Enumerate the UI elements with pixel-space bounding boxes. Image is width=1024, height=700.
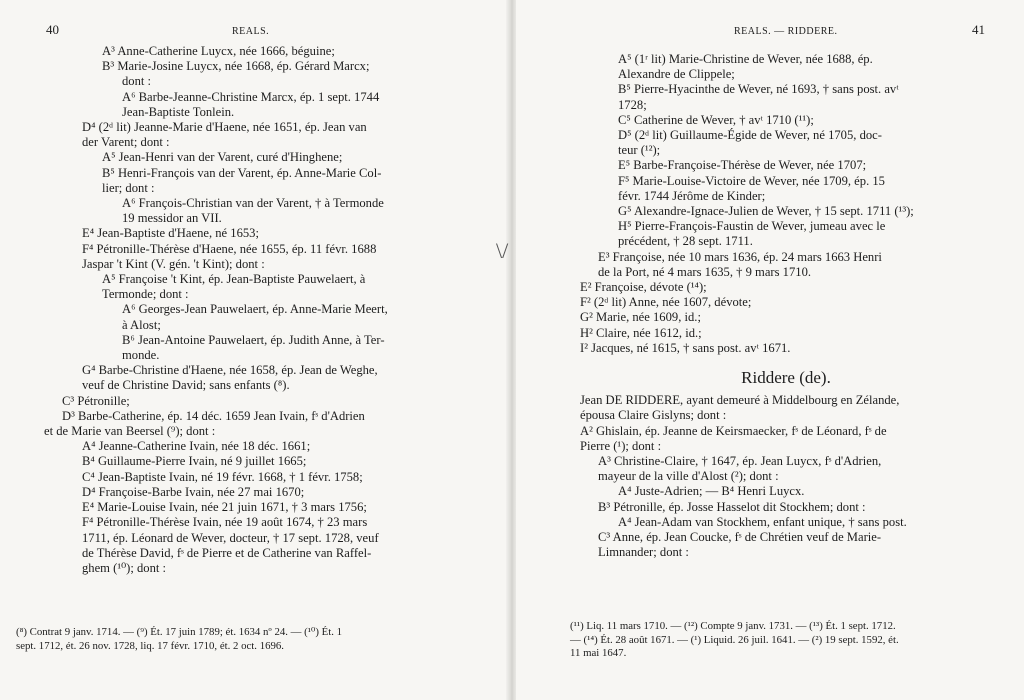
- text-line: monde.: [122, 348, 160, 363]
- text-line: B⁵ Henri-François van der Varent, ép. Anne-Marie Col-: [102, 165, 382, 180]
- footnotes: [570, 620, 1010, 661]
- text-line: B³ Marie-Josine Luycx, née 1668, ép. Gérard Marcx;: [102, 59, 370, 74]
- text-line: 19 messidor an VII.: [122, 211, 222, 226]
- text-line: A³ Anne-Catherine Luycx, née 1666, béguine;: [102, 44, 335, 58]
- text-line: mayeur de la ville d'Alost (²); dont :: [598, 469, 779, 484]
- page-number: 41: [972, 22, 985, 37]
- text-line: A² Ghislain, ép. Jeanne de Keirsmaecker, fˢ de Léonard, fˢ de: [580, 423, 887, 438]
- footnote-line: (¹¹) Liq. 11 mars 1710. — (¹²) Compte 9 janv. 1731. — (¹³) Ét. 1 sept. 1712.: [570, 620, 896, 632]
- text-line: Jean-Baptiste Tonlein.: [122, 104, 235, 119]
- text-line: C⁵ Catherine de Wever, † avᵗ 1710 (¹¹);: [618, 112, 814, 127]
- footnote-line: — (¹⁴) Ét. 28 août 1671. — (¹) Liquid. 26 juil. 1641. — (²) 19 sept. 1592, ét.: [570, 633, 899, 646]
- text-line: à Alost;: [122, 317, 161, 332]
- text-line: Limnander; dont :: [598, 545, 689, 560]
- text-line: Jaspar 't Kint (V. gén. 't Kint); dont :: [82, 256, 265, 271]
- gutter-mark: \/: [496, 238, 509, 263]
- text-line: C³ Pétronille;: [62, 393, 130, 408]
- text-line: E³ Françoise, née 10 mars 1636, ép. 24 mars 1663 Henri: [598, 249, 882, 264]
- text-line: teur (¹²);: [618, 143, 661, 158]
- text-line: C⁴ Jean-Baptiste Ivain, né 19 févr. 1668, † 1 févr. 1758;: [82, 469, 363, 484]
- text-line: ghem (¹⁰); dont :: [82, 560, 167, 575]
- section-title: Riddere (de).: [741, 368, 831, 388]
- text-line: F² (2ᵈ lit) Anne, née 1607, dévote;: [580, 295, 752, 310]
- text-line: A⁶ François-Christian van der Varent, † à Termonde: [122, 196, 384, 211]
- text-line: A⁴ Jean-Adam van Stockhem, enfant unique, † sans post.: [618, 514, 907, 529]
- text-line: B⁶ Jean-Antoine Pauwelaert, ép. Judith Anne, à Ter-: [122, 332, 385, 347]
- genealogy-text: [44, 44, 444, 576]
- text-line: D⁴ (2ᵈ lit) Jeanne-Marie d'Haene, née 1651, ép. Jean van: [82, 120, 367, 135]
- text-line: I² Jacques, né 1615, † sans post. avᵗ 1671.: [580, 340, 791, 355]
- text-line: B³ Pétronille, ép. Josse Hasselot dit Stockhem; dont :: [598, 499, 866, 514]
- text-line: A⁵ Françoise 't Kint, ép. Jean-Baptiste Pauwelaert, à: [102, 272, 366, 287]
- text-line: H⁵ Pierre-François-Faustin de Wever, jumeau avec le: [618, 219, 886, 234]
- text-line: 1728;: [618, 97, 647, 112]
- footnote-line: (⁸) Contrat 9 janv. 1714. — (⁹) Ét. 17 juin 1789; ét. 1634 nº 24. — (¹⁰) Ét. 1: [16, 626, 343, 638]
- text-line: Jean DE RIDDERE, ayant demeuré à Middelbourg en Zélande,: [580, 393, 900, 408]
- text-line: lier; dont :: [102, 180, 155, 195]
- text-line: Pierre (¹); dont :: [580, 438, 662, 453]
- text-line: E⁴ Marie-Louise Ivain, née 21 juin 1671, † 3 mars 1756;: [82, 500, 367, 515]
- text-line: D⁵ (2ᵈ lit) Guillaume-Égide de Wever, né 1705, doc-: [618, 128, 882, 143]
- text-line: D⁴ Françoise-Barbe Ivain, née 27 mai 1670;: [82, 484, 305, 499]
- text-line: A⁴ Juste-Adrien; — B⁴ Henri Luycx.: [618, 484, 805, 499]
- text-line: A⁵ Jean-Henri van der Varent, curé d'Hinghene;: [102, 150, 343, 165]
- text-line: Alexandre de Clippele;: [618, 67, 735, 82]
- text-line: épousa Claire Gislyns; dont :: [580, 408, 727, 423]
- text-line: E² Françoise, dévote (¹⁴);: [580, 280, 707, 295]
- text-line: févr. 1744 Jérôme de Kinder;: [618, 188, 766, 203]
- text-line: C³ Anne, ép. Jean Coucke, fˢ de Chrétien veuf de Marie-: [598, 530, 882, 545]
- text-line: A⁵ (1ʳ lit) Marie-Christine de Wever, née 1688, ép.: [618, 52, 873, 66]
- text-line: dont :: [122, 74, 152, 89]
- running-head: REALS. — RIDDERE.: [734, 26, 838, 37]
- text-line: E⁵ Barbe-Françoise-Thérèse de Wever, née 1707;: [618, 158, 867, 173]
- text-line: et de Marie van Beersel (⁹); dont :: [44, 424, 216, 439]
- text-line: D³ Barbe-Catherine, ép. 14 déc. 1659 Jean Ivain, fˢ d'Adrien: [62, 408, 365, 423]
- footnotes: [16, 626, 466, 653]
- text-line: E⁴ Jean-Baptiste d'Haene, né 1653;: [82, 226, 259, 241]
- text-line: B⁵ Pierre-Hyacinthe de Wever, né 1693, † sans post. avᵗ: [618, 82, 899, 97]
- text-line: de Thérèse David, fˢ de Pierre et de Catherine van Raffel-: [82, 545, 372, 560]
- text-line: H² Claire, née 1612, id.;: [580, 325, 702, 340]
- text-line: G⁴ Barbe-Christine d'Haene, née 1658, ép. Jean de Weghe,: [82, 363, 378, 378]
- text-line: A⁶ Georges-Jean Pauwelaert, ép. Anne-Marie Meert,: [122, 302, 388, 317]
- text-line: F⁴ Pétronille-Thérèse d'Haene, née 1655, ép. 11 févr. 1688: [82, 241, 377, 256]
- text-line: der Varent; dont :: [82, 135, 170, 150]
- text-line: F⁵ Marie-Louise-Victoire de Wever, née 1709, ép. 15: [618, 173, 885, 188]
- text-line: 1711, ép. Léonard de Wever, docteur, † 17 sept. 1728, veuf: [82, 530, 379, 545]
- text-line: G² Marie, née 1609, id.;: [580, 310, 701, 325]
- text-line: A³ Christine-Claire, † 1647, ép. Jean Luycx, fˢ d'Adrien,: [598, 454, 882, 469]
- page-number: 40: [46, 22, 59, 37]
- footnote-line: 11 mai 1647.: [570, 647, 627, 659]
- text-line: veuf de Christine David; sans enfants (⁸).: [82, 378, 290, 393]
- text-line: précédent, † 28 sept. 1711.: [618, 234, 753, 249]
- running-head: REALS.: [232, 26, 270, 37]
- text-line: A⁴ Jeanne-Catherine Ivain, née 18 déc. 1661;: [82, 439, 311, 454]
- text-line: G⁵ Alexandre-Ignace-Julien de Wever, † 15 sept. 1711 (¹³);: [618, 204, 914, 219]
- left-page: [0, 0, 508, 700]
- right-page: [516, 0, 1024, 700]
- footnote-line: sept. 1712, ét. 26 nov. 1728, liq. 17 févr. 1710, ét. 2 oct. 1696.: [16, 639, 284, 652]
- text-line: A⁶ Barbe-Jeanne-Christine Marcx, ép. 1 sept. 1744: [122, 89, 380, 104]
- text-line: Termonde; dont :: [102, 287, 189, 302]
- text-line: de la Port, né 4 mars 1635, † 9 mars 1710.: [598, 264, 812, 279]
- text-line: B⁴ Guillaume-Pierre Ivain, né 9 juillet 1665;: [82, 454, 307, 469]
- genealogy-text: [580, 52, 992, 561]
- text-line: F⁴ Pétronille-Thérèse Ivain, née 19 août 1674, † 23 mars: [82, 515, 368, 530]
